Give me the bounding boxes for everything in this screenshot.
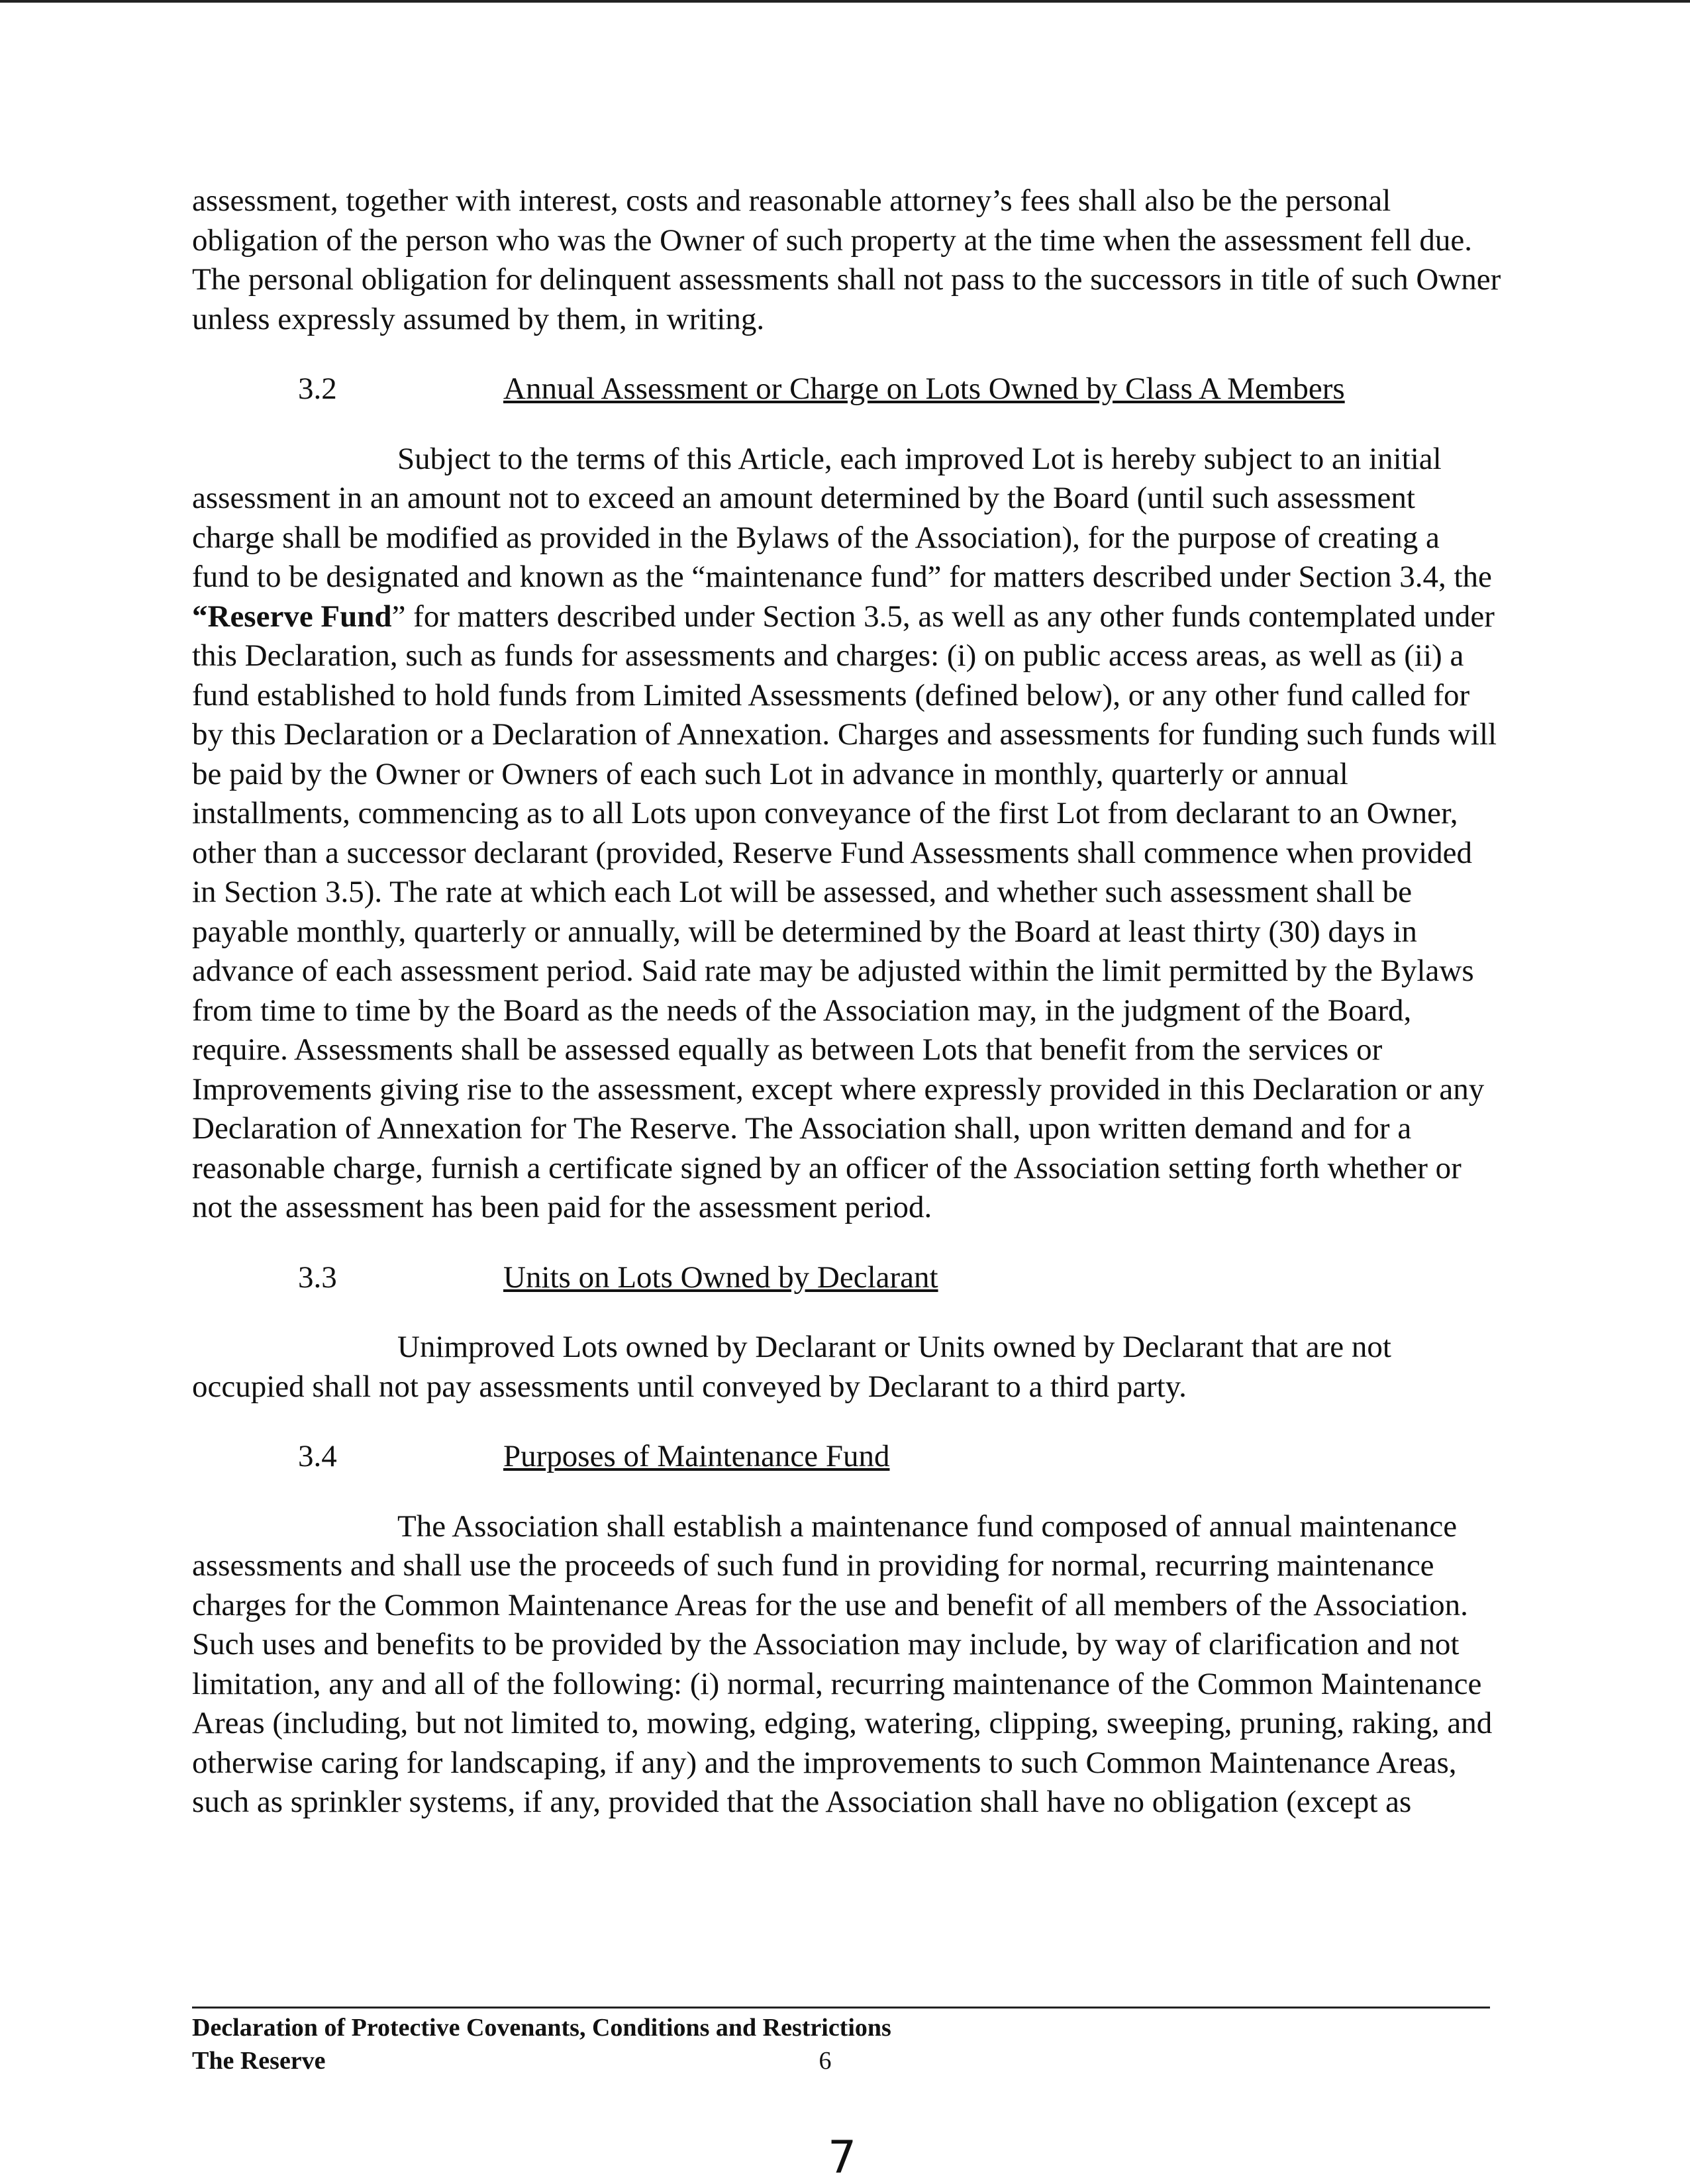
footer-project: The Reserve [192,2047,326,2075]
page-footer [192,2007,1490,2077]
section-heading-3-2 [192,370,1503,409]
section-heading-3-3 [192,1258,1503,1298]
section-title: Units on Lots Owned by Declarant [503,1260,938,1295]
paragraph-annual-assessment [192,440,1503,1228]
section-number: 3.2 [298,372,337,406]
paragraph-maintenance-fund: The Association shall establish a maintenance fund composed of annual maintenance assessments and shall use the proceeds of such fund in providing for normal, recurring maintenance charges for the Common Maintenance Areas for the use and benefit of all members of the Association. Such uses and benefits to be provided by the Association may include, by way of clarification and not limitation, any and all of the following: (i) normal, recurring maintenance of the Common Maintenance Areas (including, but not limited to, mowing, edging, watering, clipping, sweeping, pruning, raking, and otherwise caring for landscaping, if any) and the improvements to such Common Maintenance Areas, such as sprinkler systems, if any, provided that the Association shall have no obligation (except as [192,1509,1493,1819]
top-border [0,0,1690,3]
footer-page-number: 6 [819,2047,832,2075]
section-number: 3.3 [298,1260,337,1295]
text-run: Subject to the terms of this Article, each improved Lot is hereby subject to an initial assessment in an amount not to exceed an amount determined by the Board (until such assessment charge shall be modified as provided in the Bylaws of the Association), for the purpose of creating a fund to be designated and known as the “maintenance fund” for matters described under Section 3.4, the [192,441,1492,594]
section-heading-3-4 [192,1437,1503,1477]
section-number: 3.4 [298,1439,337,1473]
paragraph-declarant-units: Unimproved Lots owned by Declarant or Units owned by Declarant that are not occupied shall not pay assessments until conveyed by Declarant to a third party. [192,1330,1391,1404]
section-title: Purposes of Maintenance Fund [503,1439,890,1473]
footer-doc-title: Declaration of Protective Covenants, Conditions and Restrictions [192,2014,891,2042]
handwritten-page-number: 7 [828,2132,857,2184]
text-run: ” for matters described under Section 3.5, as well as any other funds contemplated under this Declaration, such as funds for assessments and charges: (i) on public access areas, as well as (ii) a fund established to hold funds from Limited Assessments (defined below), or any other fund called for by this Declaration or a Declaration of Annexation. Charges and assessments for funding such funds will be paid by the Owner or Owners of each such Lot in advance in monthly, quarterly or annual installments, commencing as to all Lots upon conveyance of the first Lot from declarant to an Owner, other than a successor declarant (provided, Reserve Fund Assessments shall commence when provided in Section 3.5). The rate at which each Lot will be assessed, and whether such assessment shall be payable monthly, quarterly or annually, will be determined by the Board at least thirty (30) days in advance of each assessment period. Said rate may be adjusted within the limit permitted by the Bylaws from time to time by the Board as the needs of the Association may, in the judgment of the Board, require. Assessments shall be assessed equally as between Lots that benefit from the services or Improvements giving rise to the assessment, except where expressly provided in this Declaration or any Declaration of Annexation for The Reserve. The Association shall, upon written demand and for a reasonable charge, furnish a certificate signed by an officer of the Association setting forth whether or not the assessment has been paid for the assessment period. [192,599,1497,1224]
bold-term-reserve-fund: “Reserve Fund [192,599,392,634]
section-title: Annual Assessment or Charge on Lots Owned by Class A Members [503,372,1345,406]
footer-line-2 [192,2044,1490,2077]
document-body [192,181,1503,1822]
paragraph-continued-assessment: assessment, together with interest, costs and reasonable attorney’s fees shall also be the personal obligation of the person who was the Owner of such property at the time when the assessment fell due. The personal obligation for delinquent assessments shall not pass to the successors in title of such Owner unless expressly assumed by them, in writing. [192,183,1501,336]
